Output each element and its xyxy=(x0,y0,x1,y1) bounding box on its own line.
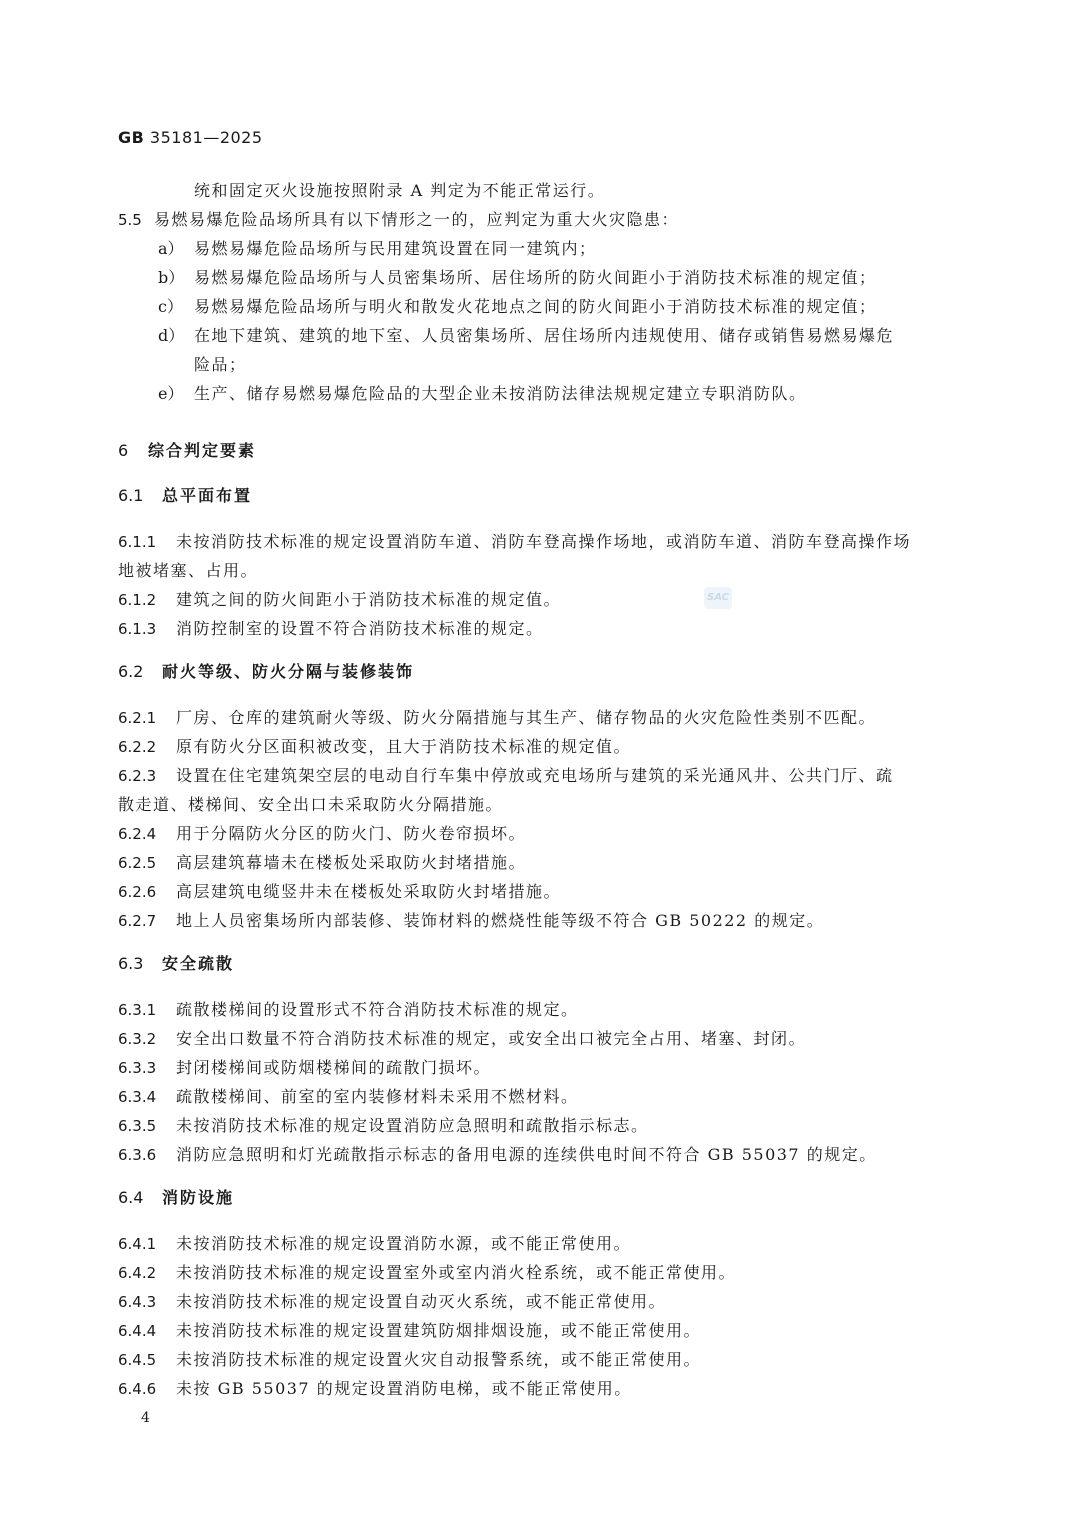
list-label: a） xyxy=(158,239,184,258)
list-item-e xyxy=(118,379,960,408)
clause-6-2-3 xyxy=(118,761,960,790)
clause-6-4-5 xyxy=(118,1345,960,1374)
standard-code xyxy=(118,128,263,147)
list-text-continued: 险品； xyxy=(194,355,247,374)
list-label: b） xyxy=(158,268,185,287)
clause-6-2-7 xyxy=(118,906,960,935)
clause-6-3-4 xyxy=(118,1082,960,1111)
clause-5-5 xyxy=(118,205,960,234)
clause-text: 建筑之间的防火间距小于消防技术标准的规定值。 xyxy=(176,590,562,609)
clause-number: 6.2.4 xyxy=(118,825,157,843)
list-label: e） xyxy=(158,384,184,403)
clause-number: 6.1.3 xyxy=(118,620,157,638)
heading-title: 总平面布置 xyxy=(162,486,253,505)
clause-text: 疏散楼梯间的设置形式不符合消防技术标准的规定。 xyxy=(176,1000,579,1019)
clause-6-1-1-continued: 地被堵塞、占用。 xyxy=(118,561,259,580)
list-item-a xyxy=(118,234,960,263)
clause-text: 高层建筑幕墙未在楼板处采取防火封堵措施。 xyxy=(176,853,527,872)
clause-6-3-5 xyxy=(118,1111,960,1140)
clause-number: 6.2.6 xyxy=(118,883,157,901)
heading-number: 6.1 xyxy=(118,486,144,505)
list-text: 生产、储存易燃易爆危险品的大型企业未按消防法律法规规定建立专职消防队。 xyxy=(194,384,807,403)
clause-text: 未按消防技术标准的规定设置消防车道、消防车登高操作场地，或消防车道、消防车登高操作场 xyxy=(176,532,912,551)
clause-6-2-4 xyxy=(118,819,960,848)
clause-number: 6.4.1 xyxy=(118,1235,157,1253)
clause-number: 5.5 xyxy=(118,211,142,229)
clause-text: 用于分隔防火分区的防火门、防火卷帘损坏。 xyxy=(176,824,527,843)
clause-number: 6.2.7 xyxy=(118,912,157,930)
clause-number: 6.2.1 xyxy=(118,709,157,727)
clause-6-2-5 xyxy=(118,848,960,877)
clause-6-2-3-continued: 散走道、楼梯间、安全出口未采取防火分隔措施。 xyxy=(118,795,504,814)
clause-6-1-1 xyxy=(118,527,960,556)
clause-6-2-6 xyxy=(118,877,960,906)
clause-number: 6.2.3 xyxy=(118,767,157,785)
clause-number: 6.2.5 xyxy=(118,854,157,872)
clause-number: 6.4.2 xyxy=(118,1264,157,1282)
clause-text: 封闭楼梯间或防烟楼梯间的疏散门损坏。 xyxy=(176,1058,492,1077)
clause-6-2-2 xyxy=(118,732,960,761)
list-text: 易燃易爆危险品场所与民用建筑设置在同一建筑内； xyxy=(194,239,597,258)
clause-text: 安全出口数量不符合消防技术标准的规定，或安全出口被完全占用、堵塞、封闭。 xyxy=(176,1029,807,1048)
clause-text: 未按消防技术标准的规定设置建筑防烟排烟设施，或不能正常使用。 xyxy=(176,1321,702,1340)
clause-text: 未按消防技术标准的规定设置自动灭火系统，或不能正常使用。 xyxy=(176,1292,667,1311)
heading-title: 安全疏散 xyxy=(162,954,235,973)
clause-number: 6.1.1 xyxy=(118,533,157,551)
clause-6-3-1 xyxy=(118,995,960,1024)
page-number: 4 xyxy=(141,1410,150,1426)
clause-6-3-6 xyxy=(118,1140,960,1169)
clause-6-4-3 xyxy=(118,1287,960,1316)
clause-6-4-2 xyxy=(118,1258,960,1287)
clause-text: 厂房、仓库的建筑耐火等级、防火分隔措施与其生产、储存物品的火灾危险性类别不匹配。 xyxy=(176,708,877,727)
clause-text: 未按消防技术标准的规定设置消防应急照明和疏散指示标志。 xyxy=(176,1116,649,1135)
clause-number: 6.1.2 xyxy=(118,591,157,609)
standard-number: 35181—2025 xyxy=(149,128,263,147)
clause-6-2-1 xyxy=(118,703,960,732)
clause-text: 高层建筑电缆竖井未在楼板处采取防火封堵措施。 xyxy=(176,882,562,901)
list-label: d） xyxy=(158,326,185,345)
clause-text: 消防应急照明和灯光疏散指示标志的备用电源的连续供电时间不符合 GB 55037 的规定。 xyxy=(176,1145,877,1164)
clause-text: 易燃易爆危险品场所具有以下情形之一的，应判定为重大火灾隐患： xyxy=(154,210,680,229)
section-heading-6 xyxy=(118,436,960,465)
clause-number: 6.4.4 xyxy=(118,1322,157,1340)
section-heading-6-3 xyxy=(118,949,960,978)
clause-text: 原有防火分区面积被改变，且大于消防技术标准的规定值。 xyxy=(176,737,632,756)
list-item-d xyxy=(118,321,960,350)
clause-number: 6.3.5 xyxy=(118,1117,157,1135)
sac-watermark: SAC xyxy=(704,587,732,609)
heading-title: 综合判定要素 xyxy=(148,441,257,460)
clause-6-3-3 xyxy=(118,1053,960,1082)
continuation-text: 统和固定灭火设施按照附录 A 判定为不能正常运行。 xyxy=(194,181,606,200)
list-text: 在地下建筑、建筑的地下室、人员密集场所、居住场所内违规使用、储存或销售易燃易爆危 xyxy=(194,326,895,345)
clause-number: 6.4.3 xyxy=(118,1293,157,1311)
clause-number: 6.3.6 xyxy=(118,1146,157,1164)
clause-6-1-3 xyxy=(118,614,960,643)
clause-text: 未按消防技术标准的规定设置火灾自动报警系统，或不能正常使用。 xyxy=(176,1350,702,1369)
clause-number: 6.3.4 xyxy=(118,1088,157,1106)
clause-text: 未按 GB 55037 的规定设置消防电梯，或不能正常使用。 xyxy=(176,1379,632,1398)
clause-number: 6.2.2 xyxy=(118,738,157,756)
section-heading-6-1 xyxy=(118,481,960,510)
clause-text: 未按消防技术标准的规定设置室外或室内消火栓系统，或不能正常使用。 xyxy=(176,1263,737,1282)
clause-number: 6.4.5 xyxy=(118,1351,157,1369)
heading-title: 耐火等级、防火分隔与装修装饰 xyxy=(162,662,415,681)
clause-number: 6.3.1 xyxy=(118,1001,157,1019)
clause-text: 设置在住宅建筑架空层的电动自行车集中停放或充电场所与建筑的采光通风井、公共门厅、疏 xyxy=(176,766,894,785)
heading-title: 消防设施 xyxy=(162,1188,235,1207)
list-text: 易燃易爆危险品场所与人员密集场所、居住场所的防火间距小于消防技术标准的规定值； xyxy=(194,268,877,287)
clause-text: 未按消防技术标准的规定设置消防水源，或不能正常使用。 xyxy=(176,1234,632,1253)
clause-6-4-6 xyxy=(118,1374,960,1403)
clause-6-3-2 xyxy=(118,1024,960,1053)
heading-number: 6.3 xyxy=(118,954,144,973)
list-item-c xyxy=(118,292,960,321)
clause-6-4-4 xyxy=(118,1316,960,1345)
heading-number: 6 xyxy=(118,441,129,460)
list-text: 易燃易爆危险品场所与明火和散发火花地点之间的防火间距小于消防技术标准的规定值； xyxy=(194,297,877,316)
heading-number: 6.4 xyxy=(118,1188,144,1207)
document-body xyxy=(118,176,960,1403)
clause-text: 疏散楼梯间、前室的室内装修材料未采用不燃材料。 xyxy=(176,1087,579,1106)
clause-number: 6.3.3 xyxy=(118,1059,157,1077)
section-heading-6-4 xyxy=(118,1183,960,1212)
list-label: c） xyxy=(158,297,183,316)
clause-text: 消防控制室的设置不符合消防技术标准的规定。 xyxy=(176,619,544,638)
clause-6-1-2 xyxy=(118,585,960,614)
clause-text: 地上人员密集场所内部装修、装饰材料的燃烧性能等级不符合 GB 50222 的规定。 xyxy=(176,911,825,930)
list-item-d-continued xyxy=(118,350,960,379)
clause-number: 6.4.6 xyxy=(118,1380,157,1398)
list-item-b xyxy=(118,263,960,292)
clause-6-4-1 xyxy=(118,1229,960,1258)
section-heading-6-2 xyxy=(118,657,960,686)
clause-number: 6.3.2 xyxy=(118,1030,157,1048)
heading-number: 6.2 xyxy=(118,662,144,681)
standard-prefix: GB xyxy=(118,128,145,147)
